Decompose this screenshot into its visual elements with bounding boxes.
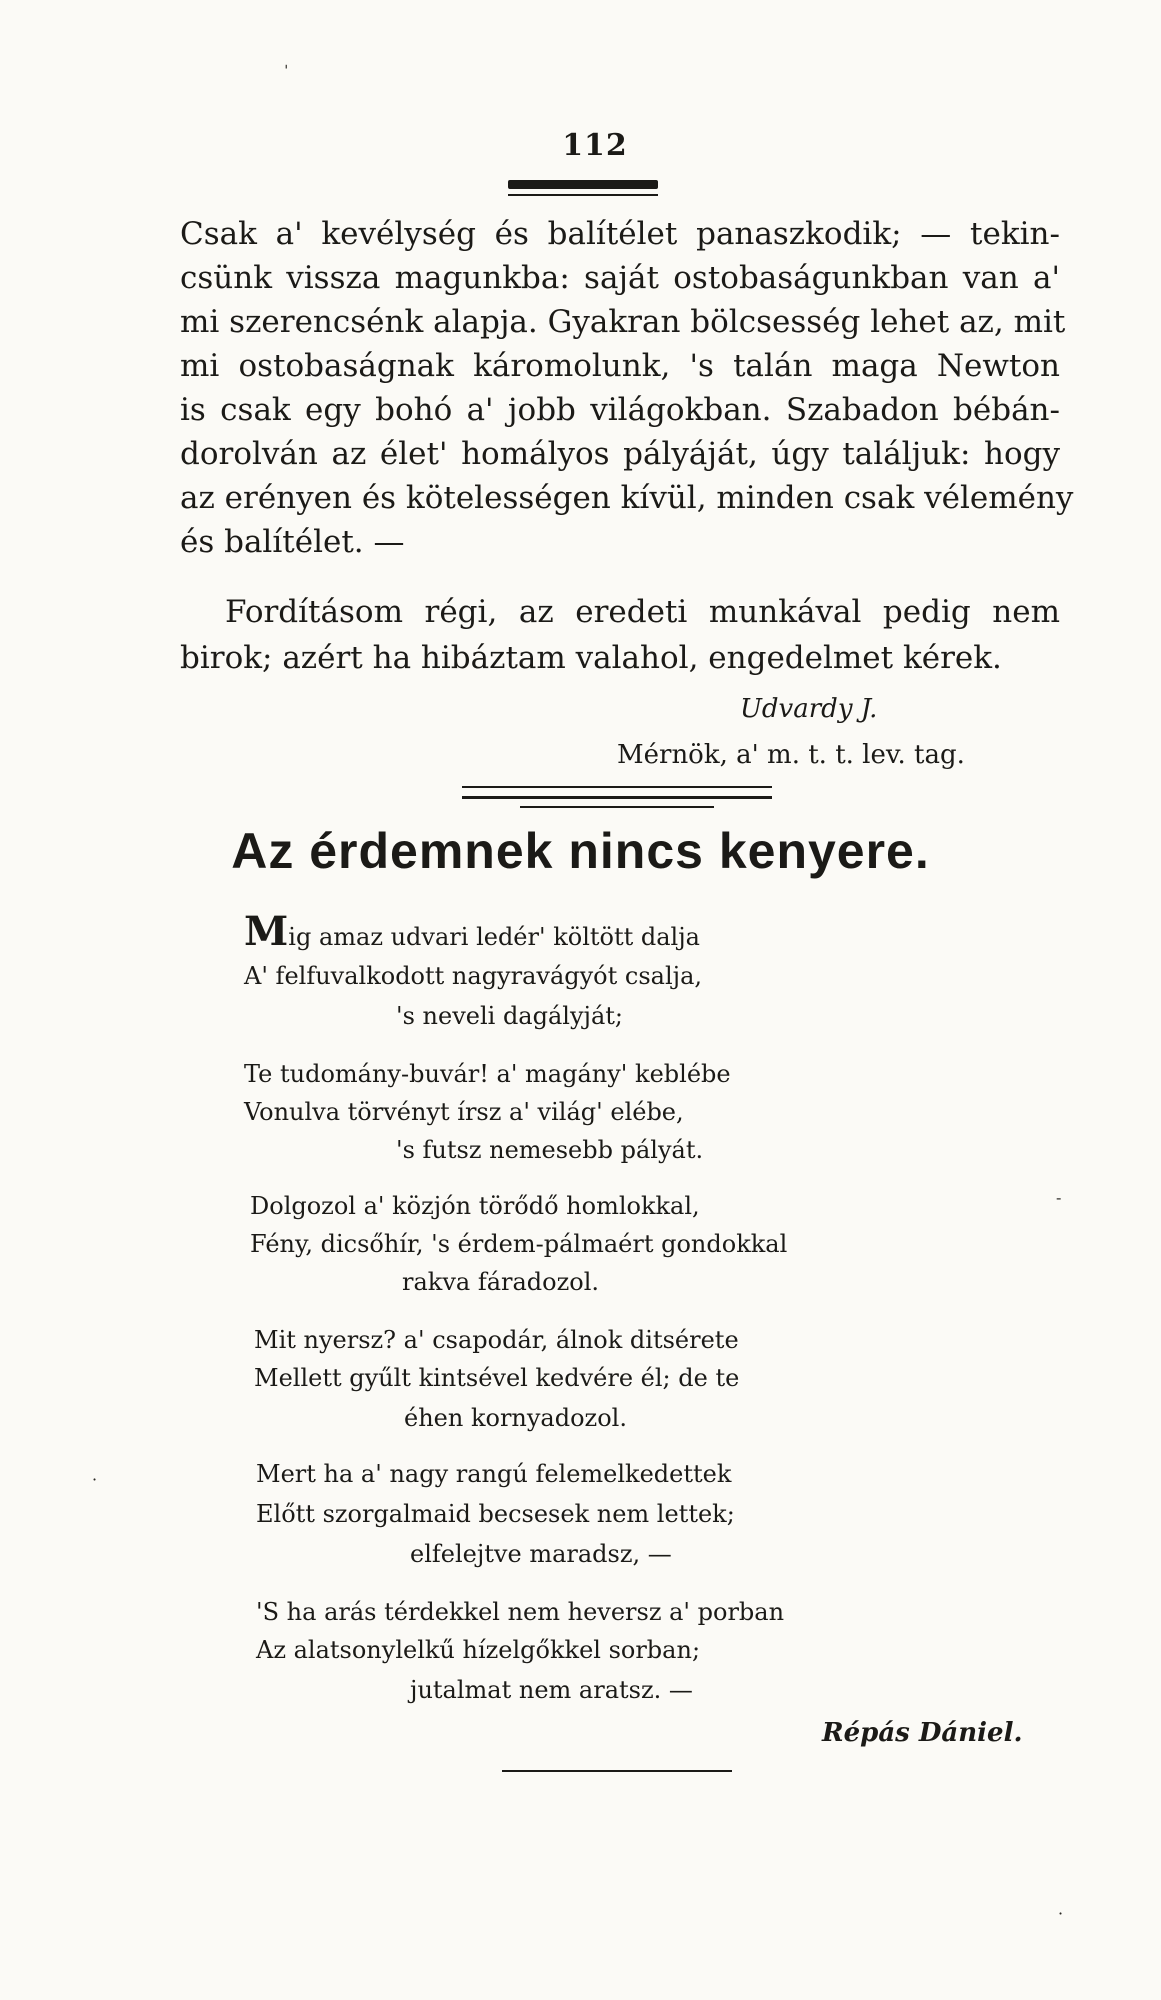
poem-line: Mert ha a' nagy rangú felemelkedettek bbox=[256, 1460, 732, 1488]
prose-line: az erényen és kötelességen kívül, minden csak vélemény bbox=[180, 480, 1074, 516]
poem-line: Mig amaz udvari ledér' költött dalja bbox=[244, 908, 700, 955]
page-number: 112 bbox=[562, 128, 628, 163]
poem-line: 'S ha arás térdekkel nem heversz a' porban bbox=[256, 1598, 785, 1626]
section-rule bbox=[462, 796, 772, 799]
poem-line: elfelejtve maradsz, — bbox=[410, 1540, 672, 1568]
print-speck: ˈ bbox=[284, 62, 289, 81]
footer-rule bbox=[502, 1770, 732, 1772]
prose-line: Csak a' kevélység és balítélet panaszkodik; — tekin- bbox=[180, 216, 1060, 252]
poem-line: Fény, dicsőhír, 's érdem-pálmaért gondokkal bbox=[250, 1230, 788, 1258]
prose-line: csünk vissza magunkba: saját ostobaságunkban van a' bbox=[180, 260, 1060, 296]
dropcap: M bbox=[244, 908, 289, 955]
header-rule-thin bbox=[508, 194, 658, 196]
poem-line: Mellett gyűlt kintsével kedvére él; de te bbox=[254, 1364, 740, 1392]
poem-line: 's futsz nemesebb pályát. bbox=[396, 1136, 704, 1164]
poem-line: jutalmat nem aratsz. — bbox=[410, 1676, 693, 1704]
poem-signature: Répás Dániel. bbox=[822, 1718, 1023, 1748]
prose-signature-name: Udvardy J. bbox=[740, 694, 878, 724]
print-speck: - bbox=[1056, 1188, 1062, 1207]
prose-line: is csak egy bohó a' jobb világokban. Szabadon bébán- bbox=[180, 392, 1060, 428]
prose-line: mi ostobaságnak káromolunk, 's talán maga Newton bbox=[180, 348, 1060, 384]
poem-line: Te tudomány-buvár! a' magány' keblébe bbox=[244, 1060, 731, 1088]
prose-line: dorolván az élet' homályos pályáját, úgy találjuk: hogy bbox=[180, 436, 1060, 472]
poem-line: rakva fáradozol. bbox=[402, 1268, 600, 1296]
poem-line: Előtt szorgalmaid becsesek nem lettek; bbox=[256, 1500, 735, 1528]
poem-line: A' felfuvalkodott nagyravágyót csalja, bbox=[244, 962, 703, 990]
prose-line: és balítélet. — bbox=[180, 524, 405, 560]
header-rule-thick bbox=[508, 180, 658, 189]
poem-line: Az alatsonylelkű hízelgőkkel sorban; bbox=[256, 1636, 701, 1664]
section-rule bbox=[462, 786, 772, 788]
poem-line: Dolgozol a' közjón törődő homlokkal, bbox=[250, 1192, 700, 1220]
print-speck: · bbox=[1058, 1904, 1064, 1923]
poem-title: Az érdemnek nincs kenyere. bbox=[231, 823, 930, 879]
prose-signature-role: Mérnök, a' m. t. t. lev. tag. bbox=[617, 740, 965, 770]
prose-line: Fordításom régi, az eredeti munkával pedig nem bbox=[225, 594, 1060, 630]
section-rule bbox=[520, 806, 714, 808]
poem-line: Mit nyersz? a' csapodár, álnok ditsérete bbox=[254, 1326, 739, 1354]
poem-line: 's neveli dagályját; bbox=[396, 1002, 624, 1030]
print-speck: · bbox=[92, 1470, 98, 1489]
prose-line: mi szerencsénk alapja. Gyakran bölcsesség lehet az, mit bbox=[180, 304, 1066, 340]
poem-line: éhen kornyadozol. bbox=[404, 1404, 627, 1432]
poem-line: Vonulva törvényt írsz a' világ' elébe, bbox=[244, 1098, 684, 1126]
prose-line: birok; azért ha hibáztam valahol, engedelmet kérek. bbox=[180, 640, 1002, 676]
